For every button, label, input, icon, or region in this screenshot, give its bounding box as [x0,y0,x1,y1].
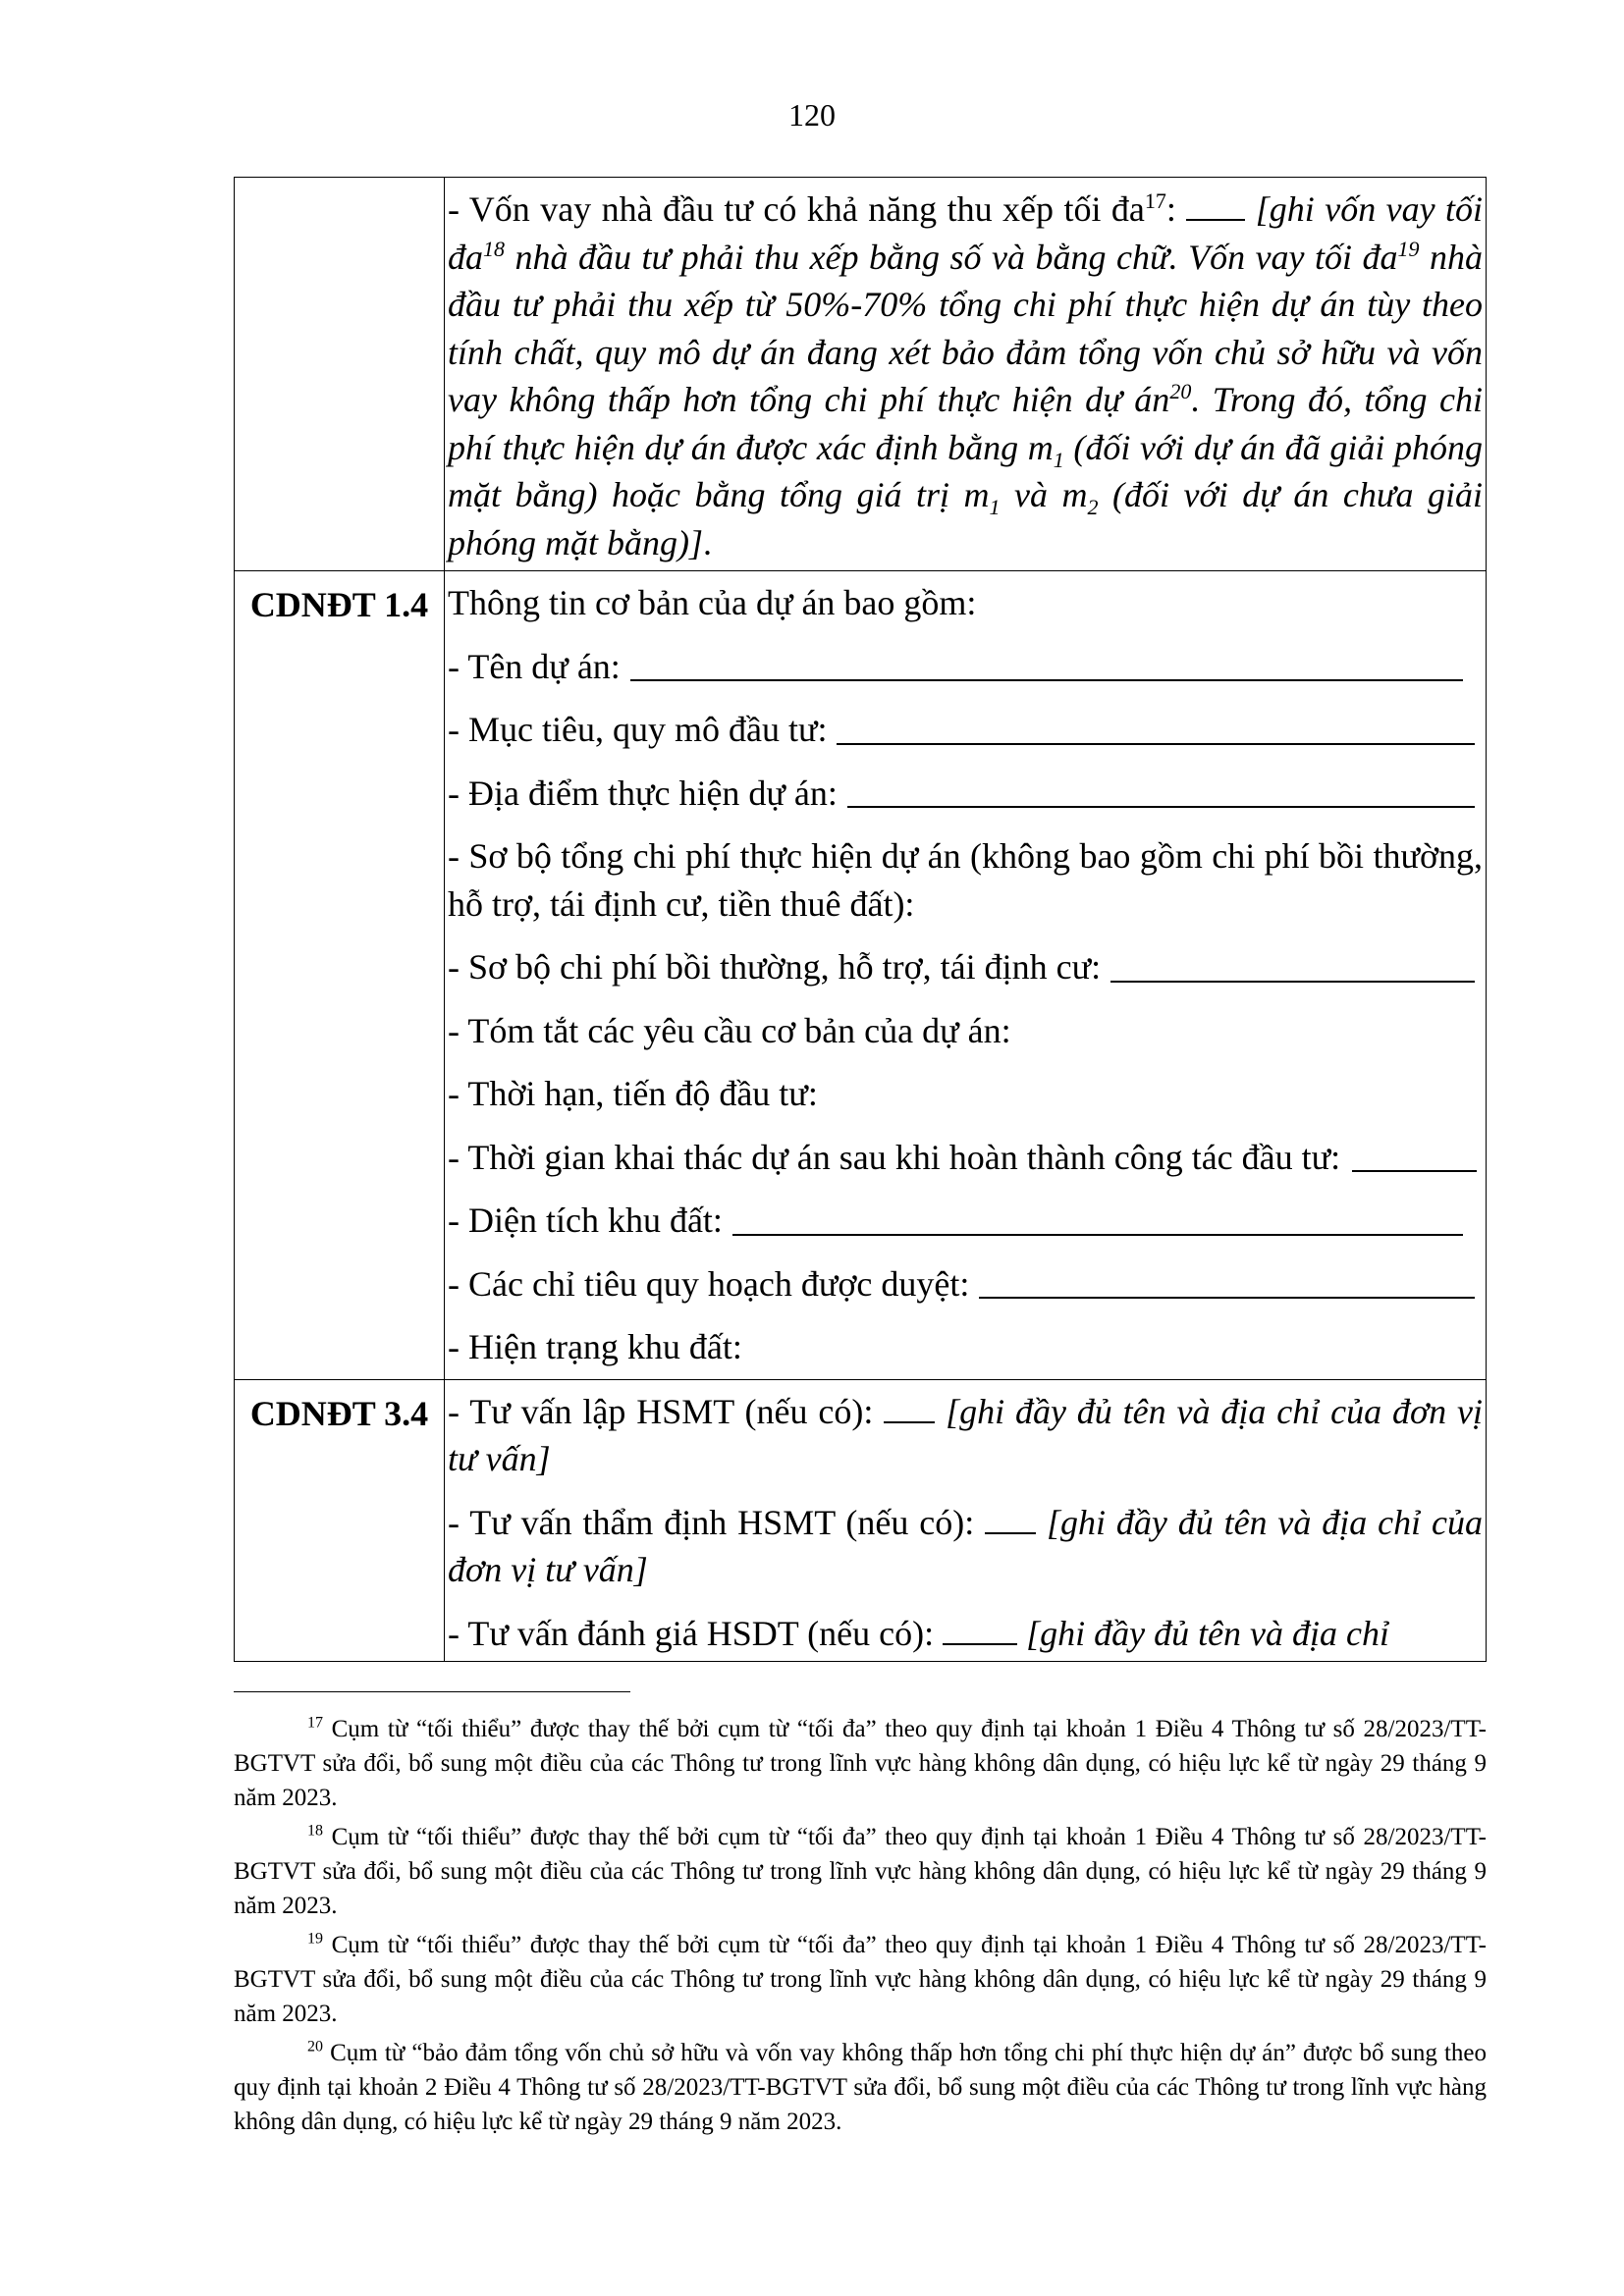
instruction-text: và m [1000,475,1088,514]
footnote-text: Cụm từ “tối thiểu” được thay thế bởi cụm từ “tối đa” theo quy định tại khoản 1 Điều 4 Thông tư số 28/2023/TT-BGTVT sửa đổi, bổ sung một điều của các Thông tư trong lĩnh vực hàng không dân dụng, có hiệu lực kể từ ngày 29 tháng 9 năm 2023. [234,1716,1487,1811]
area-blank[interactable] [732,1234,1463,1236]
loan-capital-paragraph [448,186,1483,566]
compensation-label: - Sơ bộ chi phí bồi thường, hỗ trợ, tái định cư: [448,947,1102,987]
footnote-number: 20 [307,2038,323,2056]
instruction-text: [ghi vốn vay tối đa [448,189,1484,277]
planning-blank[interactable] [979,1297,1475,1299]
total-cost-label: - Sơ bộ tổng chi phí thực hiện dự án (không bao gồm chi phí bồi thường, hỗ trợ, tái định cư, tiền thuê đất): [448,836,1483,924]
consultant-appraisal-paragraph [448,1499,1483,1594]
colon: : [1165,189,1176,229]
compensation-blank[interactable] [1110,981,1475,983]
schedule-line [448,1070,1483,1118]
schedule-label: - Thời hạn, tiến độ đầu tư: [448,1074,818,1113]
footnote-ref-19[interactable]: 19 [1397,236,1420,261]
consultant-appraisal-instruction: [ghi đầy đủ tên và địa chỉ của đơn vị tư vấn] [448,1502,1483,1589]
consultant-evaluation-label: - Tư vấn đánh giá HSDT (nếu có): [448,1613,935,1653]
operation-blank[interactable] [1352,1170,1477,1172]
area-label: - Diện tích khu đất: [448,1201,723,1240]
planning-line [448,1260,1483,1308]
footnote-ref-18[interactable]: 18 [483,236,505,261]
footnote-20 [234,2036,1487,2139]
table-row-cdndt-1-4 [235,571,1487,1380]
instruction-text: nhà đầu tư phải thu xếp từ 50%-70% tổng chi phí thực hiện dự án tùy theo tính chất, quy mô dự án đang xét bảo đảm tổng vốn chủ sở hữu và vốn vay không thấp hơn tổng chi phí thực hiện dự án [448,237,1484,419]
footnote-separator [234,1691,630,1692]
footnote-text: Cụm từ “bảo đảm tổng vốn chủ sở hữu và vốn vay không thấp hơn tổng chi phí thực hiện dự án” được bổ sung theo quy định tại khoản 2 Điều 4 Thông tư số 28/2023/TT-BGTVT sửa đổi, bổ sung một điều của các Thông tư trong lĩnh vực hàng không dân dụng, có hiệu lực kể từ ngày 29 tháng 9 năm 2023. [234,2040,1487,2135]
consultants-cell [445,1379,1487,1662]
table-row-cdndt-3-4 [235,1379,1487,1662]
row-code-empty [235,178,445,571]
footnote-text: Cụm từ “tối thiểu” được thay thế bởi cụm từ “tối đa” theo quy định tại khoản 1 Điều 4 Thông tư số 28/2023/TT-BGTVT sửa đổi, bổ sung một điều của các Thông tư trong lĩnh vực hàng không dân dụng, có hiệu lực kể từ ngày 29 tháng 9 năm 2023. [234,1824,1487,1919]
subscript: 1 [989,495,1001,520]
consultant-hsmt-label: - Tư vấn lập HSMT (nếu có): [448,1391,874,1431]
objective-label: - Mục tiêu, quy mô đầu tư: [448,710,828,749]
project-name-line [448,643,1483,691]
operation-label: - Thời gian khai thác dự án sau khi hoàn thành công tác đầu tư: [448,1137,1341,1177]
period: . [703,522,712,562]
consultant-evaluation-instruction: [ghi đầy đủ tên và địa chỉ [1026,1613,1390,1653]
project-name-label: - Tên dự án: [448,646,621,686]
data-sheet-table [234,177,1487,1662]
instruction-text: (đối với dự án chưa giải phóng mặt bằng)] [448,475,1484,562]
row-code: CDNĐT 3.4 [235,1379,445,1662]
location-line [448,770,1483,818]
requirements-label: - Tóm tắt các yêu cầu cơ bản của dự án: [448,1010,1011,1050]
consultant-evaluation-paragraph [448,1610,1483,1658]
objective-blank[interactable] [837,743,1475,745]
subscript: 2 [1087,495,1099,520]
consultant-hsmt-instruction: [ghi đầy đủ tên và địa chỉ của đơn vị tư vấn] [448,1391,1484,1478]
consultant-appraisal-blank[interactable] [985,1503,1036,1534]
consultant-evaluation-blank[interactable] [943,1614,1017,1645]
status-line [448,1323,1483,1371]
operation-line [448,1134,1483,1182]
instruction-text: . Trong đó, tổng chi phí thực hiện dự án được xác định bằng m [448,380,1483,467]
footnote-text: Cụm từ “tối thiểu” được thay thế bởi cụm từ “tối đa” theo quy định tại khoản 1 Điều 4 Thông tư số 28/2023/TT-BGTVT sửa đổi, bổ sung một điều của các Thông tư trong lĩnh vực hàng không dân dụng, có hiệu lực kể từ ngày 29 tháng 9 năm 2023. [234,1932,1487,2027]
footnote-ref-20[interactable]: 20 [1169,379,1192,403]
objective-line [448,706,1483,754]
area-line [448,1197,1483,1245]
status-label: - Hiện trạng khu đất: [448,1327,742,1366]
loan-capital-blank[interactable] [1186,189,1245,221]
footnote-number: 19 [307,1930,323,1948]
project-info-cell [445,571,1487,1380]
location-label: - Địa điểm thực hiện dự án: [448,773,838,813]
row-code: CDNĐT 1.4 [235,571,445,1380]
subscript: 1 [1053,447,1064,472]
footnote-19 [234,1928,1487,2031]
footnote-18 [234,1820,1487,1923]
consultant-hsmt-blank[interactable] [884,1392,935,1423]
consultant-appraisal-label: - Tư vấn thẩm định HSMT (nếu có): [448,1502,975,1542]
loan-capital-instruction [448,189,1483,562]
consultant-hsmt-paragraph [448,1388,1483,1483]
requirements-line [448,1007,1483,1055]
footnotes [234,1712,1487,2144]
project-name-blank[interactable] [630,679,1463,681]
instruction-text: nhà đầu tư phải thu xếp bằng số và bằng chữ. Vốn vay tối đa [505,237,1398,277]
page-number: 120 [788,97,836,133]
instruction-text: (đối với dự án đã giải phóng mặt bằng) hoặc bằng tổng giá trị m [448,427,1483,514]
loan-capital-cell [445,178,1487,571]
project-info-intro: Thông tin cơ bản của dự án bao gồm: [448,583,977,622]
planning-label: - Các chỉ tiêu quy hoạch được duyệt: [448,1263,970,1304]
loan-capital-label: - Vốn vay nhà đầu tư có khả năng thu xếp tối đa [448,189,1145,229]
table-row-loan-capital [235,178,1487,571]
footnote-17 [234,1712,1487,1815]
location-blank[interactable] [847,806,1475,808]
footnote-number: 17 [307,1714,323,1732]
footnote-ref-17[interactable]: 17 [1144,188,1166,213]
compensation-line [448,943,1483,991]
footnote-number: 18 [307,1822,323,1840]
